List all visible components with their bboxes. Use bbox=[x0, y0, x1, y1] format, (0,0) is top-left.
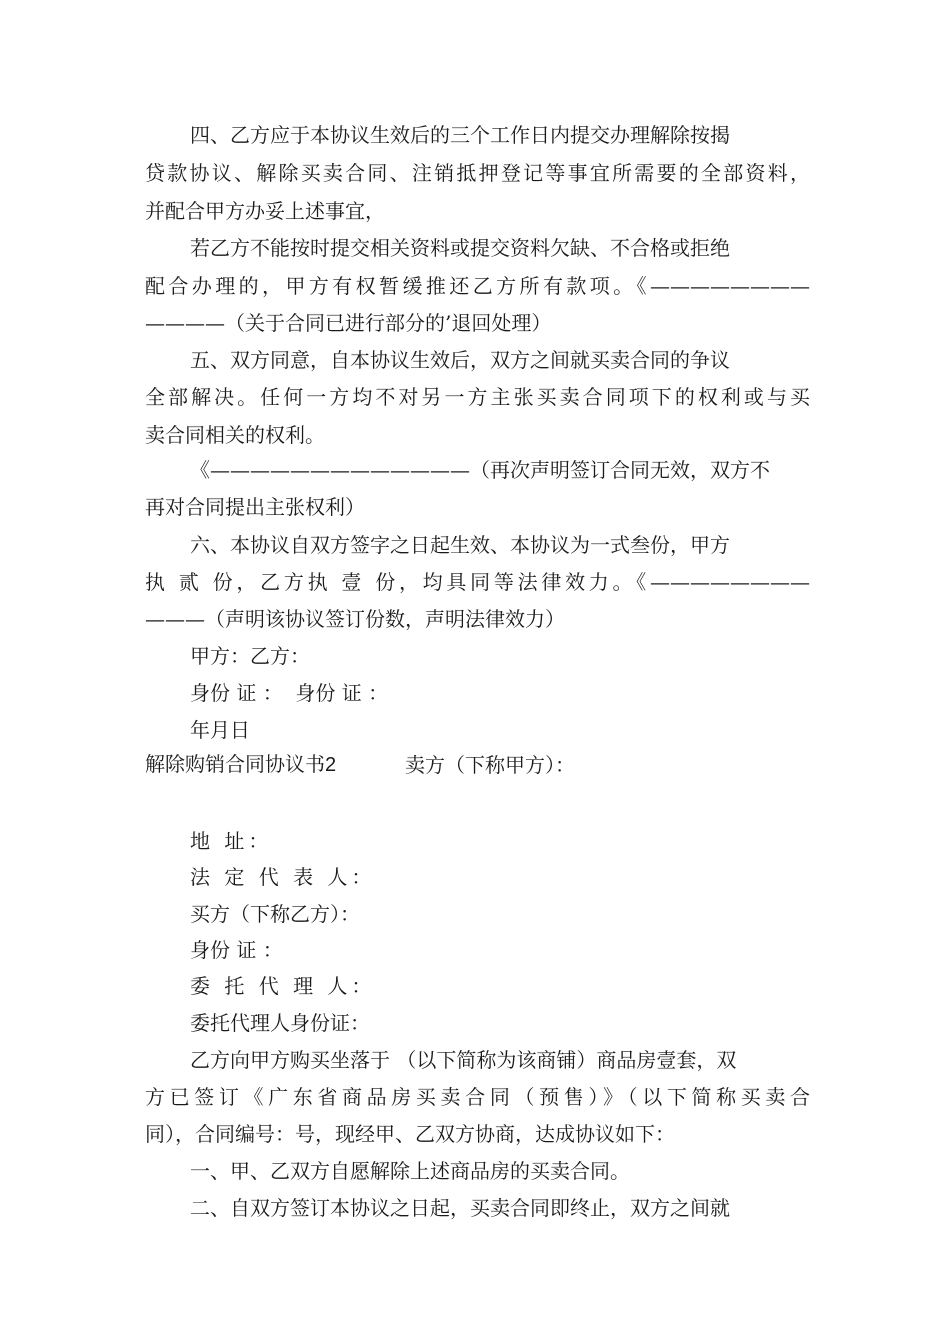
field-agent: 委 托 代 理 人： bbox=[190, 974, 376, 998]
field-buyer: 买方（下称乙方）： bbox=[190, 902, 360, 926]
clause2: 二、自双方签订本协议之日起，买卖合同即终止，双方之间就 bbox=[190, 1196, 730, 1220]
section5-note-line1: 《—————————————（再次声明签订合同无效，双方不 bbox=[190, 458, 770, 482]
intro-line3: 同），合同编号：号，现经甲、乙双方协商，达成协议如下： bbox=[145, 1122, 675, 1146]
intro-line1: 乙方向甲方购买坐落于 （以下简称为该商铺）商品房壹套，双 bbox=[190, 1048, 737, 1072]
section5-line2: 全部解决。任何一方均不对另一方主张买卖合同项下的权利或与买 bbox=[145, 385, 810, 409]
section4-note-line2: 配合办理的，甲方有权暂缓推还乙方所有款项。《———————— bbox=[145, 274, 810, 298]
section4-note-line1: 若乙方不能按时提交相关资料或提交资料欠缺、不合格或拒绝 bbox=[190, 236, 730, 260]
section4-line3: 并配合甲方办妥上述事宜， bbox=[145, 199, 385, 223]
field-address: 地 址： bbox=[190, 829, 273, 853]
field-id-card: 身份 证 ： bbox=[190, 938, 283, 962]
agreement2-seller: 卖方（下称甲方）： bbox=[405, 753, 575, 777]
signature-id-cards: 身份 证 ： 身份 证 ： bbox=[190, 681, 389, 705]
section5-line3: 卖合同相关的权利。 bbox=[145, 423, 325, 447]
section5-line1: 五、双方同意，自本协议生效后，双方之间就买卖合同的争议 bbox=[190, 348, 730, 372]
field-agent-id: 委托代理人身份证： bbox=[190, 1011, 370, 1035]
clause1: 一、甲、乙双方自愿解除上述商品房的买卖合同。 bbox=[190, 1159, 630, 1183]
section6-line3: ———（声明该协议签订份数，声明法律效力） bbox=[145, 607, 565, 631]
section4-line2: 贷款协议、解除买卖合同、注销抵押登记等事宜所需要的全部资料， bbox=[145, 161, 810, 185]
section5-note-line2: 再对合同提出主张权利） bbox=[145, 495, 365, 519]
section6-line2: 执 贰 份，乙方执 壹 份，均具同等法律效力。《———————— bbox=[145, 570, 810, 594]
section4-line1: 四、乙方应于本协议生效后的三个工作日内提交办理解除按揭 bbox=[190, 123, 730, 147]
section6-line1: 六、本协议自双方签字之日起生效、本协议为一式叁份，甲方 bbox=[190, 533, 730, 557]
agreement2-title: 解除购销合同协议书2 bbox=[145, 754, 337, 776]
signature-date: 年月日 bbox=[190, 718, 250, 742]
intro-line2: 方已签订《广东省商品房买卖合同（预售）》（以下简称买卖合 bbox=[145, 1085, 810, 1109]
field-legal-rep: 法 定 代 表 人： bbox=[190, 865, 376, 889]
signature-parties: 甲方：乙方： bbox=[190, 644, 310, 668]
section4-note-line3: ————（关于合同已进行部分的’退回处理） bbox=[145, 311, 552, 335]
